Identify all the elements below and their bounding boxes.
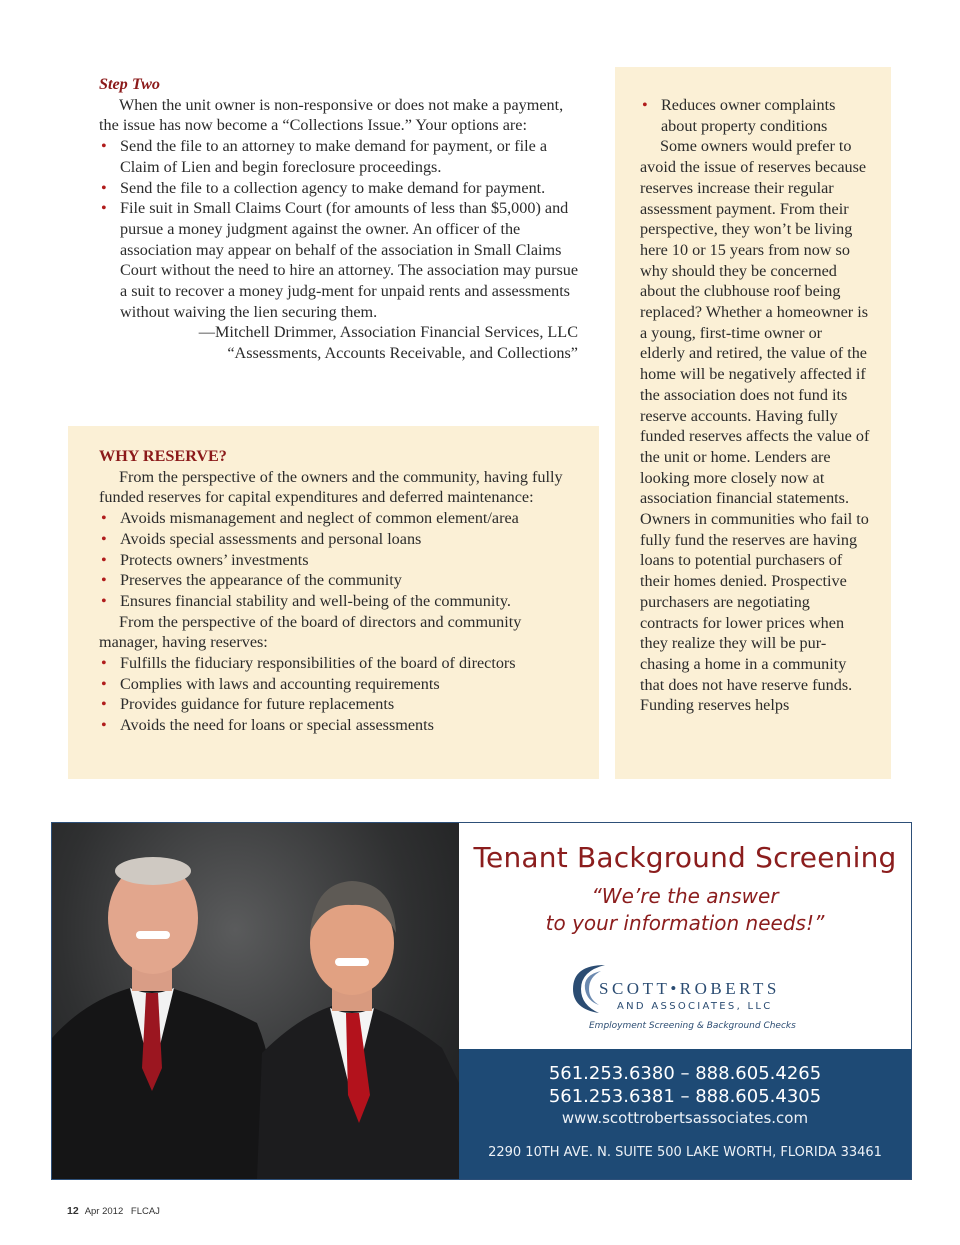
list-item: • Send the file to an attorney to make demand for payment, or file a Claim of Lien and begin foreclosure proceedings. — [99, 136, 584, 177]
list-item: • Fulfills the fiduciary responsibilities of the board of directors — [99, 653, 574, 674]
page-number: 12 — [67, 1205, 79, 1217]
ad-info-panel — [459, 823, 911, 1049]
ad-title: Tenant Background Screening — [473, 841, 897, 874]
ad-contact-panel — [459, 1049, 911, 1179]
company-logo — [569, 959, 809, 1039]
step-two-options-list — [99, 136, 584, 322]
ad-tagline-line2: to your information needs!” — [545, 911, 825, 935]
why-reserve-heading: WHY RESERVE? — [99, 447, 227, 465]
list-item: • Preserves the appearance of the community — [99, 570, 574, 591]
board-perspective-paragraph: From the perspective of the board of directors and community manager, having reserves: — [99, 612, 522, 652]
list-item: • File suit in Small Claims Court (for amounts of less than $5,000) and pursue a money judgment against the owner. An officer of the association may appear on behalf of the association in Small Claims Court without the need to hire an attorney. The association may pursue a suit to recover a money judg-ment for unpaid rents and assessments without waiving the lien securing them. — [99, 198, 584, 322]
list-item: • Avoids special assessments and personal loans — [99, 529, 574, 550]
sidebar-paragraph: Some owners would prefer to avoid the issue of reserves because reserves increase their regular assessment payment. From their perspective, they won’t be living here 10 or 15 years from now so why should they be concerned about the clubhouse roof being replaced? Whether a homeowner is a young, first-time owner or elderly and retired, the value of the home will be negatively affected if the association does not fund its reserve accounts. Having fully funded reserves affects the value of the unit or home. Lenders are looking more closely now at association financial statements. Owners in communities who fail to fully fund the reserves are having loans to potential purchasers of their homes denied. Prospective purchasers are negotiating contracts for lower prices when they realize they will be pur-chasing a home in a community that does not have reserve funds. Funding reserves helps — [640, 137, 870, 715]
logo-company-name: SCOTT•ROBERTS — [599, 979, 780, 998]
step-two-section — [99, 74, 584, 364]
two-men-portrait-image — [52, 823, 459, 1179]
list-item: • Complies with laws and accounting requirements — [99, 674, 574, 695]
ad-tagline-line1: “We’re the answer — [591, 884, 779, 908]
why-reserve-box — [68, 426, 599, 779]
list-item: • Avoids mismanagement and neglect of common element/area — [99, 508, 574, 529]
page-footer — [67, 1205, 165, 1217]
list-item: • Send the file to a collection agency to make demand for payment. — [99, 178, 584, 199]
attribution-author: —Mitchell Drimmer, Association Financial Services, LLC — [198, 323, 578, 342]
reserves-sidebar-box — [615, 67, 891, 779]
company-address: 2290 10TH AVE. N. SUITE 500 LAKE WORTH, FLORIDA 33461 — [488, 1145, 882, 1160]
step-two-intro: When the unit owner is non-responsive or does not make a payment, the issue has now become a “Collections Issue.” Your options are: — [99, 95, 564, 135]
issue-date: Apr 2012 — [84, 1206, 124, 1217]
ad-tagline — [459, 883, 911, 937]
step-two-title: Step Two — [99, 75, 161, 93]
list-item: • Protects owners’ investments — [99, 550, 574, 571]
list-item: • Reduces owner complaints about property conditions — [640, 95, 870, 136]
tenant-screening-ad[interactable] — [51, 822, 912, 1180]
owners-benefits-list — [99, 508, 574, 612]
list-item: • Avoids the need for loans or special assessments — [99, 715, 574, 736]
website-link[interactable]: www.scottrobertsassociates.com — [561, 1109, 809, 1127]
ad-photo — [52, 823, 459, 1179]
attribution-source: “Assessments, Accounts Receivable, and Collections” — [227, 344, 578, 363]
owners-perspective-paragraph: From the perspective of the owners and the community, having fully funded reserves for capital expenditures and deferred maintenance: — [99, 467, 563, 507]
logo-tagline: Employment Screening & Background Checks — [589, 1021, 796, 1031]
logo-company-subtitle: AND ASSOCIATES, LLC — [617, 1001, 773, 1012]
list-item: • Ensures financial stability and well-being of the community. — [99, 591, 574, 612]
publication-name: FLCAJ — [130, 1206, 160, 1217]
phone-numbers-line1[interactable]: 561.253.6380 – 888.605.4265 — [548, 1063, 822, 1084]
list-item: • Provides guidance for future replacements — [99, 694, 574, 715]
phone-numbers-line2[interactable]: 561.253.6381 – 888.605.4305 — [548, 1086, 822, 1107]
sidebar-list — [640, 95, 870, 136]
board-benefits-list — [99, 653, 574, 736]
